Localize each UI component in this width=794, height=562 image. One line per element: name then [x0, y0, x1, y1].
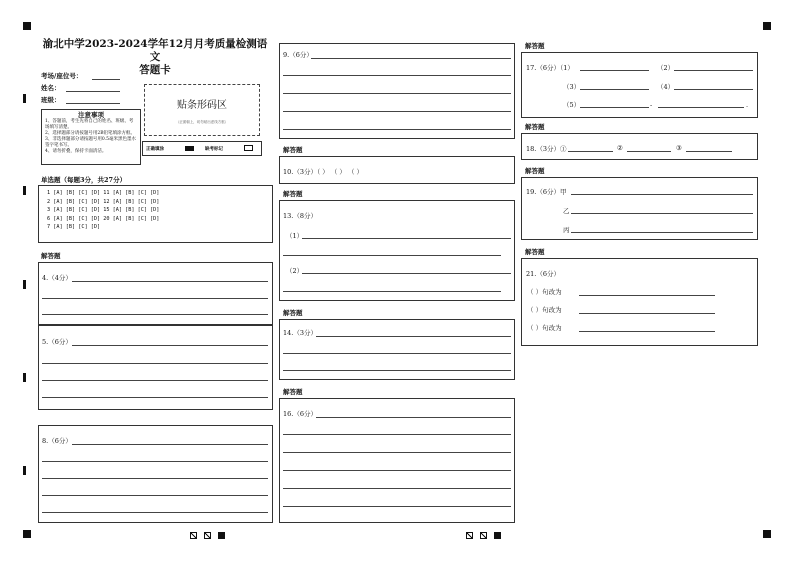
page-mark [494, 532, 501, 539]
q17-part2-label: （2） [657, 64, 675, 72]
notice-item: 4、请勿折叠，保持卡面清洁。 [45, 149, 107, 154]
barcode-area [144, 84, 260, 136]
answer-line[interactable] [42, 461, 268, 462]
notice-item: 3、非选择题部分请按题号用0.5毫米黑色墨水签字笔书写。 [45, 137, 137, 148]
answer-box-q17 [521, 52, 758, 118]
section-title: 解答题 [525, 123, 545, 131]
q21-line-label: （ ）句改为 [527, 306, 562, 314]
barcode-note: （正面朝上，切勿贴出虚线方框） [175, 120, 229, 124]
answer-line[interactable] [72, 281, 268, 282]
answer-line[interactable] [72, 444, 268, 445]
side-mark [23, 373, 26, 382]
answer-line[interactable] [571, 194, 753, 195]
q19-label: 19.（6分）甲 [526, 188, 567, 196]
q17-part5-period: . [746, 101, 749, 109]
q21-label: 21.（6分） [526, 270, 560, 278]
answer-line[interactable] [580, 70, 649, 71]
notice-item: 1、答题前，考生先将自己的姓名、班级、考场填写清楚。 [45, 119, 134, 130]
answer-line[interactable] [568, 151, 613, 152]
notice-box [41, 109, 141, 165]
section-title: 解答题 [283, 309, 303, 317]
answer-line[interactable] [42, 380, 268, 381]
q17-label: 17.（6分）（1） [526, 64, 574, 72]
q13-label: 13.（8分） [283, 212, 317, 220]
mcq-row[interactable]: 1 [A] [B] [C] [D] 11 [A] [B] [C] [D] [47, 190, 160, 196]
answer-line[interactable] [283, 129, 511, 130]
q18-part2-label: ② [617, 144, 623, 152]
mcq-row[interactable]: 2 [A] [B] [C] [D] 12 [A] [B] [C] [D] [47, 198, 160, 205]
barcode-label: 贴条形码区 [177, 100, 227, 111]
seat-field[interactable] [92, 79, 120, 80]
side-mark [23, 186, 26, 195]
answer-line[interactable] [42, 363, 268, 364]
answer-line[interactable] [579, 295, 715, 296]
answer-line[interactable] [283, 506, 511, 507]
q16-label: 16.（6分） [283, 410, 317, 418]
answer-line[interactable] [283, 255, 501, 256]
answer-line[interactable] [42, 478, 268, 479]
mcq-section-title: 单选题（每题3分，共27分） [41, 176, 127, 184]
q9-label: 9.（6分） [283, 51, 313, 59]
answer-line[interactable] [283, 452, 511, 453]
section-title: 解答题 [525, 42, 545, 50]
q10-label[interactable]: 10.（3分）（ ） （ ） （ ） [283, 168, 364, 176]
correct-fill-mark [185, 146, 194, 151]
corner-mark [23, 530, 31, 538]
q17-part5-separator: - [650, 101, 653, 109]
answer-line[interactable] [42, 495, 268, 496]
q19-yi-label: 乙 [563, 207, 570, 215]
answer-line[interactable] [283, 93, 511, 94]
answer-line[interactable] [580, 107, 649, 108]
mcq-row[interactable]: 7 [A] [B] [C] [D] [47, 224, 101, 230]
answer-line[interactable] [674, 70, 753, 71]
answer-line[interactable] [283, 470, 511, 471]
q13-part1-label: （1） [286, 232, 304, 240]
answer-line[interactable] [42, 298, 268, 299]
section-title: 解答题 [283, 388, 303, 396]
answer-line[interactable] [674, 89, 753, 90]
q18-label: 18.（3分）① [526, 145, 567, 153]
correct-fill-label: 正确填涂 [146, 147, 164, 152]
answer-box-q4 [38, 262, 273, 325]
mcq-row[interactable]: 3 [A] [B] [C] [D] 15 [A] [B] [C] [D] [47, 207, 160, 213]
page-mark [218, 532, 225, 539]
q4-label: 4.（4分） [42, 274, 72, 282]
answer-line[interactable] [579, 331, 715, 332]
answer-line[interactable] [316, 417, 511, 418]
fill-example [142, 141, 262, 156]
class-field[interactable] [66, 103, 120, 104]
page-title: 渝北中学2023-2024学年12月月考质量检测语文 答题卡 [42, 38, 268, 76]
q18-part3-label: ③ [676, 144, 682, 152]
mcq-box [38, 185, 273, 243]
answer-line[interactable] [580, 89, 649, 90]
class-label: 班级： [41, 96, 61, 104]
answer-line[interactable] [571, 213, 753, 214]
side-mark [23, 94, 26, 103]
answer-line[interactable] [283, 353, 511, 354]
answer-line[interactable] [72, 345, 268, 346]
q21-line-label: （ ）句改为 [527, 288, 562, 296]
answer-box-q8 [38, 425, 273, 523]
page-mark [480, 532, 487, 539]
q13-part2-label: （2） [286, 267, 304, 275]
answer-line[interactable] [283, 488, 511, 489]
section-title: 解答题 [283, 190, 303, 198]
answer-line[interactable] [302, 273, 511, 274]
answer-line[interactable] [316, 336, 511, 337]
answer-line[interactable] [283, 291, 501, 292]
q17-part4-label: （4） [657, 83, 675, 91]
q5-label: 5.（6分） [42, 338, 72, 346]
mcq-row[interactable]: 6 [A] [B] [C] [D] 20 [A] [B] [C] [D] [47, 215, 160, 222]
notice-title: 注意事项 [78, 111, 104, 119]
page-mark [466, 532, 473, 539]
corner-mark [763, 22, 771, 30]
corner-mark [763, 530, 771, 538]
side-mark [23, 280, 26, 289]
section-title: 解答题 [41, 252, 61, 260]
answer-line[interactable] [283, 434, 511, 435]
missing-mark-box[interactable] [244, 145, 253, 151]
answer-line[interactable] [658, 107, 744, 108]
missing-mark-label: 缺考标记 [205, 147, 223, 152]
section-title: 解答题 [525, 248, 545, 256]
q8-label: 8.（6分） [42, 437, 72, 445]
answer-line[interactable] [627, 151, 671, 152]
q19-bing-label: 丙 [563, 226, 570, 234]
section-title: 解答题 [283, 146, 303, 154]
q17-part3-label: （3） [563, 83, 581, 91]
page-mark [190, 532, 197, 539]
answer-line[interactable] [283, 370, 511, 371]
answer-line[interactable] [283, 111, 511, 112]
name-label: 姓名： [41, 84, 61, 92]
notice-item: 2、选择题部分请按题号用2B铅笔填涂方框。 [45, 131, 136, 136]
answer-line[interactable] [42, 397, 268, 398]
answer-line[interactable] [571, 232, 753, 233]
section-title: 解答题 [525, 167, 545, 175]
answer-line[interactable] [42, 314, 268, 315]
q14-label: 14.（3分） [283, 329, 317, 337]
corner-mark [23, 22, 31, 30]
name-field[interactable] [66, 91, 120, 92]
answer-line[interactable] [42, 512, 268, 513]
answer-line[interactable] [579, 313, 715, 314]
q21-line-label: （ ）句改为 [527, 324, 562, 332]
page-mark [204, 532, 211, 539]
answer-line[interactable] [686, 151, 732, 152]
answer-line[interactable] [311, 58, 511, 59]
q17-part5-label: （5） [563, 101, 581, 109]
answer-line[interactable] [283, 75, 511, 76]
seat-label: 考场/座位号： [41, 72, 83, 80]
answer-line[interactable] [302, 238, 511, 239]
side-mark [23, 466, 26, 475]
